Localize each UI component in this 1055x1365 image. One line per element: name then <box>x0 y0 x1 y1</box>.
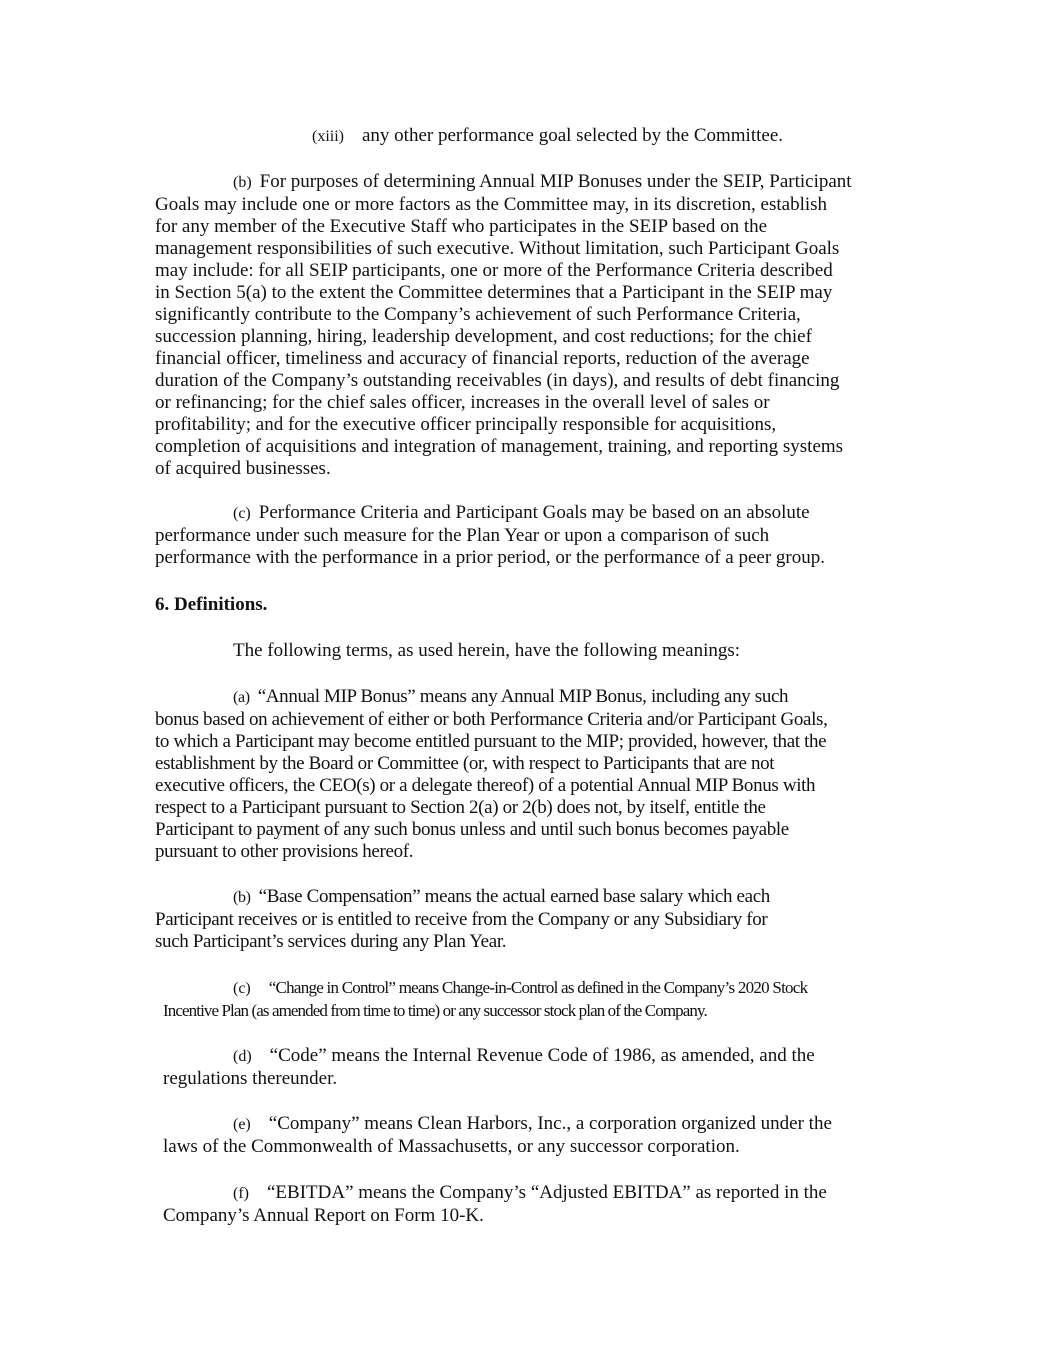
definition-line: such Participant’s services during any Plan Year. <box>155 931 507 952</box>
definition-e <box>163 1113 933 1158</box>
definition-line: regulations thereunder. <box>163 1068 338 1089</box>
paragraph-line: of acquired businesses. <box>155 458 331 479</box>
paragraph-line: in Section 5(a) to the extent the Committee determines that a Participant in the SEIP may <box>155 282 833 303</box>
item-text: any other performance goal selected by the Committee. <box>362 125 784 146</box>
item-label: (xiii) <box>312 128 344 145</box>
definition-line: Participant receives or is entitled to receive from the Company or any Subsidiary for <box>155 909 768 930</box>
paragraph-line: for any member of the Executive Staff who participates in the SEIP based on the <box>155 216 768 237</box>
paragraph-line: performance under such measure for the Plan Year or upon a comparison of such <box>155 525 770 546</box>
definition-line: pursuant to other provisions hereof. <box>155 841 414 862</box>
paragraph-b <box>155 171 925 480</box>
paragraph-line: profitability; and for the executive officer principally responsible for acquisitions, <box>155 414 777 435</box>
definition-label: (a) <box>233 689 250 706</box>
definition-f <box>163 1182 933 1227</box>
definition-a <box>155 686 925 863</box>
definition-line: bonus based on achievement of either or both Performance Criteria and/or Participant Goals, <box>155 709 828 730</box>
definition-line: to which a Participant may become entitled pursuant to the MIP; provided, however, that the <box>155 731 827 752</box>
paragraph-label: (c) <box>233 505 251 522</box>
definition-line: establishment by the Board or Committee (or, with respect to Participants that are not <box>155 753 775 774</box>
definition-line: Company’s Annual Report on Form 10-K. <box>163 1205 484 1226</box>
definition-line: (a) “Annual MIP Bonus” means any Annual MIP Bonus, including any such <box>233 686 789 707</box>
definition-label: (b) <box>233 889 251 906</box>
paragraph-line: succession planning, hiring, leadership development, and cost reductions; for the chief <box>155 326 812 347</box>
definition-line: respect to a Participant pursuant to Section 2(a) or 2(b) does not, by itself, entitle the <box>155 797 766 818</box>
definition-line: Participant to payment of any such bonus unless and until such bonus becomes payable <box>155 819 789 840</box>
paragraph-label: (b) <box>233 174 252 191</box>
list-item-xiii <box>312 125 783 148</box>
paragraph-line: may include: for all SEIP participants, one or more of the Performance Criteria described <box>155 260 833 281</box>
section-heading: 6. Definitions. <box>155 594 268 615</box>
definition-label: (d) <box>233 1048 252 1065</box>
definition-line: Incentive Plan (as amended from time to time) or any successor stock plan of the Company. <box>163 1001 707 1020</box>
definition-label: (c) <box>233 980 251 997</box>
paragraph-c <box>155 502 925 569</box>
paragraph-line: or refinancing; for the chief sales officer, increases in the overall level of sales or <box>155 392 770 413</box>
paragraph-line: significantly contribute to the Company’s achievement of such Performance Criteria, <box>155 304 801 325</box>
definition-b <box>155 886 925 953</box>
definition-line: (c) “Change in Control” means Change-in-Control as defined in the Company’s 2020 Stock <box>233 978 808 997</box>
paragraph-line: financial officer, timeliness and accuracy of financial reports, reduction of the average <box>155 348 810 369</box>
definition-label: (f) <box>233 1185 249 1202</box>
paragraph-line: duration of the Company’s outstanding receivables (in days), and results of debt financing <box>155 370 840 391</box>
paragraph-line: (c) Performance Criteria and Participant Goals may be based on an absolute <box>233 502 810 523</box>
paragraph-line: performance with the performance in a prior period, or the performance of a peer group. <box>155 547 825 568</box>
definition-line: (f) “EBITDA” means the Company’s “Adjusted EBITDA” as reported in the <box>233 1182 827 1203</box>
definition-line: (d) “Code” means the Internal Revenue Code of 1986, as amended, and the <box>233 1045 815 1066</box>
paragraph-line: (b) For purposes of determining Annual MIP Bonuses under the SEIP, Participant <box>233 171 852 192</box>
definitions-intro: The following terms, as used herein, have the following meanings: <box>233 640 741 661</box>
definition-line: executive officers, the CEO(s) or a delegate thereof) of a potential Annual MIP Bonus with <box>155 775 816 796</box>
definition-label: (e) <box>233 1116 251 1133</box>
paragraph-line: completion of acquisitions and integration of management, training, and reporting systems <box>155 436 844 457</box>
definition-d <box>163 1045 933 1090</box>
paragraph-line: management responsibilities of such executive. Without limitation, such Participant Goals <box>155 238 840 259</box>
paragraph-line: Goals may include one or more factors as the Committee may, in its discretion, establish <box>155 194 828 215</box>
definition-line: (e) “Company” means Clean Harbors, Inc., a corporation organized under the <box>233 1113 832 1134</box>
definition-c <box>163 977 933 1022</box>
definition-line: laws of the Commonwealth of Massachusetts, or any successor corporation. <box>163 1136 740 1157</box>
definition-line: (b) “Base Compensation” means the actual earned base salary which each <box>233 886 770 907</box>
